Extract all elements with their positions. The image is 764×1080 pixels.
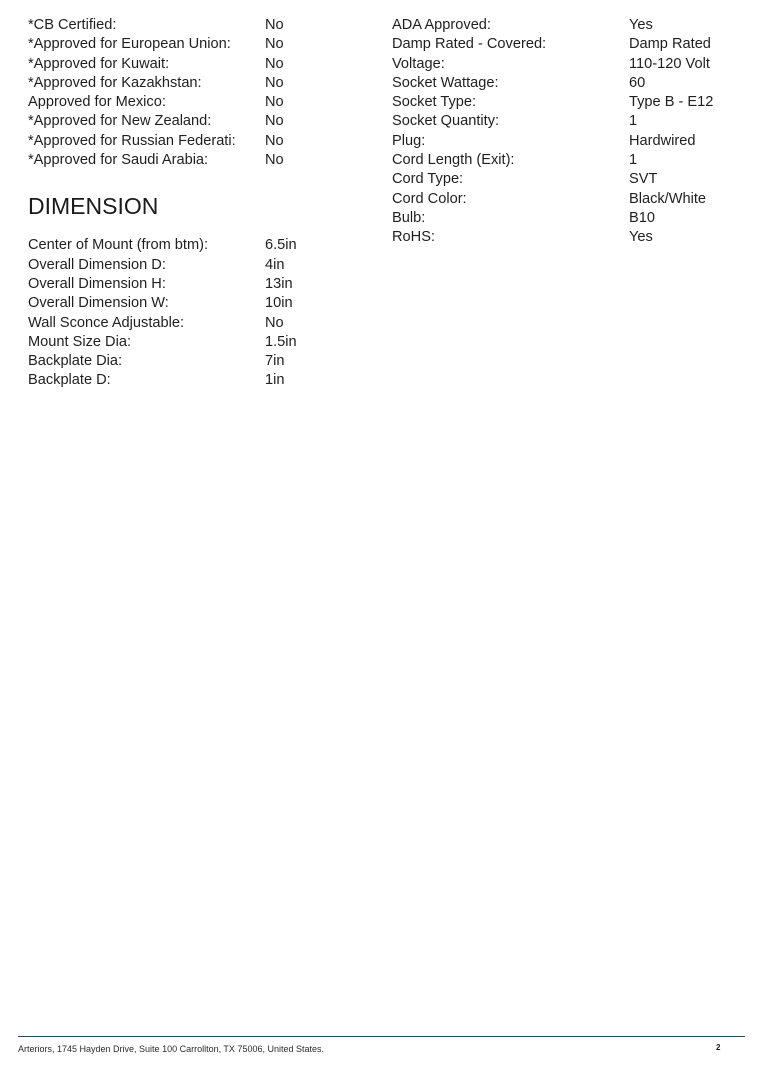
spec-value: No	[265, 36, 284, 53]
spec-label: Voltage:	[392, 55, 445, 72]
spec-label: Backplate D:	[28, 372, 111, 389]
dimension-heading: DIMENSION	[28, 193, 159, 220]
spec-value: No	[265, 314, 284, 331]
spec-label: *Approved for Kuwait:	[28, 55, 170, 72]
spec-row	[28, 16, 358, 35]
spec-label: Overall Dimension W:	[28, 295, 169, 312]
spec-label: Socket Quantity:	[392, 113, 500, 130]
spec-value: SVT	[629, 171, 658, 188]
spec-label: Socket Wattage:	[392, 74, 499, 91]
spec-row	[28, 256, 358, 275]
spec-label: Cord Color:	[392, 190, 467, 207]
spec-row	[28, 151, 358, 170]
spec-value: 7in	[265, 353, 285, 370]
spec-value: 110-120 Volt	[629, 55, 710, 72]
spec-row	[392, 151, 752, 170]
spec-row	[28, 314, 358, 333]
spec-label: *Approved for Saudi Arabia:	[28, 152, 209, 169]
spec-label: *Approved for Russian Federati:	[28, 132, 236, 149]
footer-divider	[18, 1036, 745, 1037]
footer-address: Arteriors, 1745 Hayden Drive, Suite 100 Carrollton, TX 75006, United States.	[18, 1044, 324, 1054]
spec-label: *CB Certified:	[28, 17, 117, 33]
spec-value: No	[265, 113, 284, 130]
spec-value: No	[265, 152, 284, 169]
spec-row	[392, 74, 752, 93]
spec-value: 1.5in	[265, 333, 297, 350]
spec-row	[28, 132, 358, 151]
spec-row	[28, 236, 358, 255]
spec-label: *Approved for Kazakhstan:	[28, 74, 202, 91]
spec-label: Damp Rated - Covered:	[392, 36, 547, 53]
spec-value: Yes	[629, 229, 653, 246]
spec-value: No	[265, 55, 284, 72]
spec-row	[28, 93, 358, 112]
spec-value: B10	[629, 209, 655, 226]
spec-label: Overall Dimension H:	[28, 275, 166, 292]
spec-row	[28, 35, 358, 54]
spec-label: *Approved for European Union:	[28, 36, 231, 53]
spec-value: 10in	[265, 295, 293, 312]
spec-value: Black/White	[629, 190, 707, 207]
spec-row	[392, 93, 752, 112]
spec-value: 60	[629, 74, 646, 91]
spec-row	[392, 190, 752, 209]
spec-row	[28, 294, 358, 313]
dimension-list	[28, 236, 358, 390]
spec-row	[28, 74, 358, 93]
spec-row	[28, 55, 358, 74]
spec-label: Approved for Mexico:	[28, 94, 166, 111]
spec-row	[28, 112, 358, 131]
spec-label: Cord Length (Exit):	[392, 152, 515, 169]
spec-value: 6.5in	[265, 237, 297, 254]
spec-label: Plug:	[392, 132, 426, 149]
spec-value: 1in	[265, 372, 285, 389]
spec-row	[392, 112, 752, 131]
spec-value: Yes	[629, 17, 653, 33]
electrical-list	[392, 16, 752, 248]
spec-value: 4in	[265, 256, 285, 273]
spec-row	[392, 170, 752, 189]
spec-value: Damp Rated	[629, 36, 711, 53]
spec-label: Socket Type:	[392, 94, 477, 111]
spec-label: *Approved for New Zealand:	[28, 113, 212, 130]
spec-label: Backplate Dia:	[28, 353, 123, 370]
spec-label: Mount Size Dia:	[28, 333, 132, 350]
spec-label: ADA Approved:	[392, 17, 491, 33]
left-column	[28, 16, 358, 391]
spec-row	[392, 132, 752, 151]
spec-row	[392, 209, 752, 228]
spec-row	[28, 275, 358, 294]
spec-value: No	[265, 17, 284, 33]
spec-value: 1	[629, 152, 638, 169]
spec-row	[28, 333, 358, 352]
spec-row	[28, 371, 358, 390]
spec-value: Hardwired	[629, 132, 696, 149]
spec-value: No	[265, 74, 284, 91]
spec-label: Cord Type:	[392, 171, 464, 188]
spec-value: No	[265, 132, 284, 149]
spec-label: Center of Mount (from btm):	[28, 237, 209, 254]
spec-row	[28, 352, 358, 371]
spec-value: 1	[629, 113, 638, 130]
spec-label: Overall Dimension D:	[28, 256, 166, 273]
spec-label: RoHS:	[392, 229, 435, 246]
page-number: 2	[716, 1043, 721, 1052]
certifications-list	[28, 16, 358, 170]
spec-value: 13in	[265, 275, 293, 292]
spec-value: Type B - E12	[629, 94, 714, 111]
spec-row	[392, 16, 752, 35]
spec-value: No	[265, 94, 284, 111]
right-column	[392, 16, 752, 248]
spec-label: Wall Sconce Adjustable:	[28, 314, 185, 331]
spec-label: Bulb:	[392, 209, 426, 226]
spec-row	[392, 35, 752, 54]
spec-row	[392, 55, 752, 74]
spec-row	[392, 228, 752, 247]
